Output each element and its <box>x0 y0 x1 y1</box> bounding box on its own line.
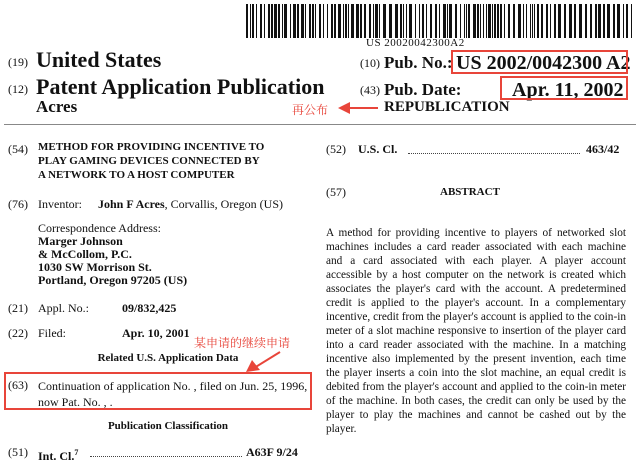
int-cl-superscript: 7 <box>74 448 79 457</box>
barcode-bar <box>271 4 273 38</box>
barcode-bar <box>360 4 362 38</box>
header-divider <box>4 124 636 125</box>
code-12: (12) <box>8 82 28 96</box>
us-cl-value: 463/42 <box>586 142 620 156</box>
int-cl-label-text: Int. Cl. <box>38 449 75 463</box>
filed-value: Apr. 10, 2001 <box>122 326 190 340</box>
barcode-bar <box>590 4 592 38</box>
barcode-bar <box>323 4 324 38</box>
barcode-bar <box>268 4 270 38</box>
code-19: (19) <box>8 55 28 69</box>
barcode-bar <box>530 4 531 38</box>
barcode-bar <box>466 4 467 38</box>
us-cl-label: U.S. Cl. <box>358 142 398 156</box>
barcode-bar <box>379 4 380 38</box>
barcode-bar <box>631 4 632 38</box>
correspondence-line-2: & McCollom, P.C. <box>38 247 132 261</box>
document-type-title: Patent Application Publication <box>36 74 325 99</box>
barcode-bar <box>426 4 427 38</box>
pub-date-value: Apr. 11, 2002 <box>512 79 624 101</box>
barcode-bar <box>598 4 601 38</box>
barcode-bar <box>409 4 412 38</box>
code-57: (57) <box>326 185 346 199</box>
barcode-bar <box>508 4 510 38</box>
barcode-bar <box>585 4 587 38</box>
barcode-bar <box>373 4 374 38</box>
barcode-bar <box>595 4 597 38</box>
barcode-bar <box>541 4 543 38</box>
barcode-bar <box>305 4 306 38</box>
barcode-bar <box>369 4 371 38</box>
barcode-bar <box>383 4 386 38</box>
barcode-bar <box>439 4 440 38</box>
int-cl-leader <box>90 456 242 457</box>
inventor-name-line <box>98 198 283 211</box>
barcode-bar <box>603 4 605 38</box>
appl-no-label: Appl. No.: <box>38 301 89 315</box>
correspondence-line-1: Marger Johnson <box>38 234 123 248</box>
code-63: (63) <box>8 378 28 392</box>
pub-no-highlight-box <box>451 50 631 74</box>
annotation-continuation: 某申请的继续申请 <box>194 336 291 350</box>
barcode-bar <box>532 4 533 38</box>
barcode-bar <box>435 4 437 38</box>
barcode-bar <box>443 4 446 38</box>
abstract-text: A method for providing incentive to players of networked slot machines includes a card reader associated with each machine and a card associated with each player. A player account accessible by a host computer on the network is created which associates the player's card with the account. A predetermined credit is applied to the player's account. In a complementary incentive, credit from the player's account is applied to the coin-in meter of a slot machine responsive to insertion of the player card into a card reader associated with the machine. In a matching incentive also implemented by the present invention, each time the player inserts a coin into the slot machine, an equal credit is debited from the player's account and applied to the coin-in meter of the machine. In both cases, the credit can only be used by the player to play the machines and cannot be cashed out by the player. <box>326 227 626 435</box>
code-43: (43) <box>360 83 380 97</box>
pub-no-value: US 2002/0042300 A2 <box>456 52 631 74</box>
barcode-bar <box>319 4 321 38</box>
barcode-bar <box>403 4 404 38</box>
barcode-bar <box>449 4 452 38</box>
barcode-bar <box>312 4 314 38</box>
correspondence-label: Correspondence Address: <box>38 221 161 235</box>
barcode-bar <box>607 4 610 38</box>
appl-no-value: 09/832,425 <box>122 301 177 315</box>
barcode-bar <box>250 4 251 38</box>
barcode-bar <box>488 4 491 38</box>
barcode-bar <box>334 4 336 38</box>
barcode-bar <box>297 4 299 38</box>
barcode-bar <box>558 4 561 38</box>
code-10: (10) <box>360 56 380 70</box>
barcode-bar <box>309 4 311 38</box>
annotation-arrow-icon <box>336 100 380 116</box>
barcode-bar <box>546 4 548 38</box>
barcode-bar <box>395 4 398 38</box>
barcode-bar <box>486 4 487 38</box>
barcode-bar <box>447 4 448 38</box>
barcode-bar <box>464 4 465 38</box>
pub-no-label: Pub. No.: <box>384 53 453 72</box>
barcode-bar <box>338 4 341 38</box>
barcode-bar <box>264 4 265 38</box>
code-54: (54) <box>8 142 28 156</box>
barcode-bar <box>301 4 304 38</box>
barcode-bar <box>623 4 624 38</box>
barcode-bar <box>356 4 359 38</box>
barcode-bar <box>327 4 328 38</box>
barcode-bar <box>282 4 283 38</box>
pub-date-highlight-box <box>500 76 628 100</box>
us-cl-leader <box>408 153 580 154</box>
barcode-bar <box>406 4 407 38</box>
barcode-bar <box>252 4 254 38</box>
barcode-bar <box>500 4 502 38</box>
continuation-text: Continuation of application No. , filed on Jun. 25, 1996, now Pat. No. , . <box>38 379 308 409</box>
barcode-bar <box>494 4 496 38</box>
barcode-bar <box>345 4 347 38</box>
pub-date-label: Pub. Date: <box>384 80 462 99</box>
barcode-bar <box>315 4 316 38</box>
barcode-bar <box>483 4 484 38</box>
invention-title-line-3: A NETWORK TO A HOST COMPUTER <box>38 169 235 181</box>
barcode-bar <box>460 4 461 38</box>
barcode-bar <box>278 4 280 38</box>
barcode-bar <box>260 4 262 38</box>
barcode-bar <box>246 4 248 38</box>
code-52: (52) <box>326 142 346 156</box>
int-cl-label <box>38 446 78 463</box>
abstract-heading: ABSTRACT <box>440 186 500 198</box>
filed-label: Filed: <box>38 326 67 340</box>
barcode-bar <box>331 4 333 38</box>
annotation-republish: 再公布 <box>292 103 329 117</box>
barcode-bar <box>389 4 392 38</box>
invention-title-line-2: PLAY GAMING DEVICES CONNECTED BY <box>38 155 260 167</box>
barcode-bar <box>518 4 521 38</box>
invention-title-line-1: METHOD FOR PROVIDING INCENTIVE TO <box>38 141 265 153</box>
inventor-label: Inventor: <box>38 197 82 211</box>
continuation-highlight-box <box>4 372 312 410</box>
barcode-bar <box>375 4 378 38</box>
barcode-bar <box>569 4 572 38</box>
inventor-name: John F Acres <box>98 197 165 211</box>
barcode-image <box>246 4 632 38</box>
inventor-surname: Acres <box>36 97 78 116</box>
barcode-bar <box>351 4 354 38</box>
barcode-bar <box>504 4 505 38</box>
correspondence-line-3: 1030 SW Morrison St. <box>38 260 152 274</box>
barcode-bar <box>256 4 257 38</box>
barcode-bar <box>422 4 424 38</box>
inventor-location: , Corvallis, Oregon (US) <box>164 197 283 211</box>
barcode-bar <box>564 4 566 38</box>
barcode-bar <box>415 4 416 38</box>
republication-label: REPUBLICATION <box>384 99 510 115</box>
related-data-heading: Related U.S. Application Data <box>97 352 239 364</box>
barcode-bar <box>554 4 556 38</box>
barcode-bar <box>534 4 535 38</box>
code-51: (51) <box>8 445 28 459</box>
country-title: United States <box>36 47 162 72</box>
barcode-bar <box>348 4 349 38</box>
barcode-bar <box>526 4 527 38</box>
barcode-bar <box>468 4 470 38</box>
classification-heading: Publication Classification <box>107 420 229 432</box>
barcode-bar <box>419 4 420 38</box>
barcode-bar <box>477 4 479 38</box>
barcode-bar <box>274 4 277 38</box>
barcode-bar <box>364 4 366 38</box>
barcode-bar <box>480 4 481 38</box>
barcode-bar <box>284 4 287 38</box>
barcode-bar <box>455 4 457 38</box>
barcode-bar <box>617 4 620 38</box>
correspondence-line-4: Portland, Oregon 97205 (US) <box>38 273 188 287</box>
barcode-bar <box>290 4 291 38</box>
barcode-bar <box>579 4 582 38</box>
barcode-bar <box>492 4 493 38</box>
int-cl-value: A63F 9/24 <box>246 445 298 459</box>
barcode-bar <box>513 4 515 38</box>
barcode-bar <box>430 4 432 38</box>
barcode-bar <box>343 4 344 38</box>
barcode-bar <box>497 4 499 38</box>
barcode-bar <box>626 4 628 38</box>
barcode-bar <box>293 4 296 38</box>
barcode-number: US 20020042300A2 <box>366 37 465 49</box>
barcode-bar <box>613 4 615 38</box>
barcode-bar <box>523 4 524 38</box>
barcode-bar <box>473 4 476 38</box>
barcode-bar <box>400 4 402 38</box>
code-21: (21) <box>8 301 28 315</box>
barcode-bar <box>537 4 539 38</box>
barcode-bar <box>550 4 551 38</box>
code-76: (76) <box>8 197 28 211</box>
code-22: (22) <box>8 326 28 340</box>
barcode-bar <box>574 4 576 38</box>
